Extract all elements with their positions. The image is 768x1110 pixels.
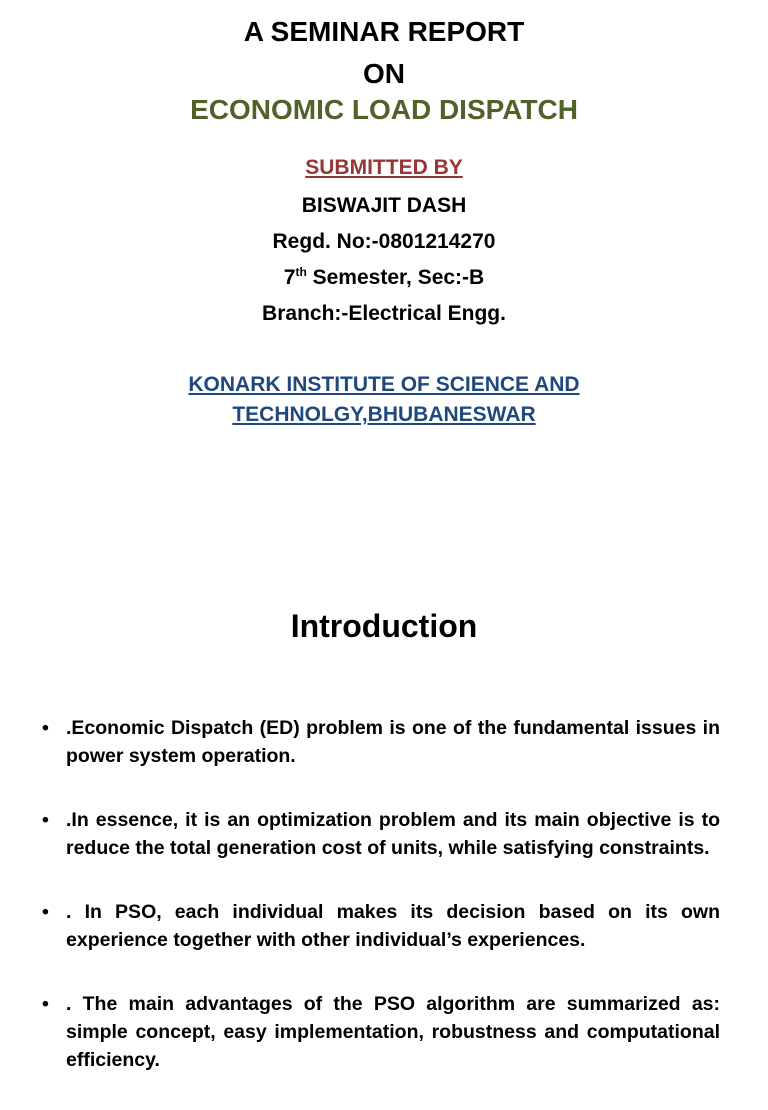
registration-number: Regd. No:-0801214270 — [272, 230, 496, 253]
bullet-icon: • — [42, 717, 49, 739]
report-title-on: ON — [363, 58, 405, 89]
introduction-heading: Introduction — [290, 608, 478, 644]
bullet-icon: • — [42, 809, 49, 831]
introduction-slide — [0, 576, 768, 1071]
student-name: BISWAJIT DASH — [301, 194, 467, 217]
report-title: A SEMINAR REPORT — [243, 16, 525, 47]
institute-name — [0, 370, 768, 430]
introduction-bullet-list — [42, 714, 720, 1110]
semester-suffix: th — [295, 265, 307, 279]
bullet-text: .Economic Dispatch (ED) problem is one of the fundamental issues in power system operation. — [66, 717, 720, 767]
list-item — [42, 990, 720, 1074]
institute-line-1: KONARK INSTITUTE OF SCIENCE AND — [188, 373, 580, 396]
branch: Branch:-Electrical Engg. — [262, 302, 506, 325]
report-topic: ECONOMIC LOAD DISPATCH — [190, 94, 578, 125]
list-item — [42, 806, 720, 862]
list-item — [42, 898, 720, 954]
bullet-text: .In essence, it is an optimization problem and its main objective is to reduce the total generation cost of units, while satisfying constraints. — [66, 809, 720, 859]
list-item — [42, 714, 720, 770]
bullet-icon: • — [42, 901, 49, 923]
bullet-icon: • — [42, 993, 49, 1015]
bullet-text: . In PSO, each individual makes its decision based on its own experience together with other individual’s experiences. — [66, 901, 720, 951]
semester-rest: Semester, Sec:-B — [306, 266, 485, 289]
semester-number: 7 — [283, 266, 296, 289]
submitted-by-label: SUBMITTED BY — [305, 156, 463, 179]
semester-section — [0, 260, 768, 296]
institute-line-2: TECHNOLGY,BHUBANESWAR — [232, 403, 536, 426]
bullet-text: . The main advantages of the PSO algorithm are summarized as: simple concept, easy implementation, robustness and computational efficiency. — [66, 993, 720, 1071]
